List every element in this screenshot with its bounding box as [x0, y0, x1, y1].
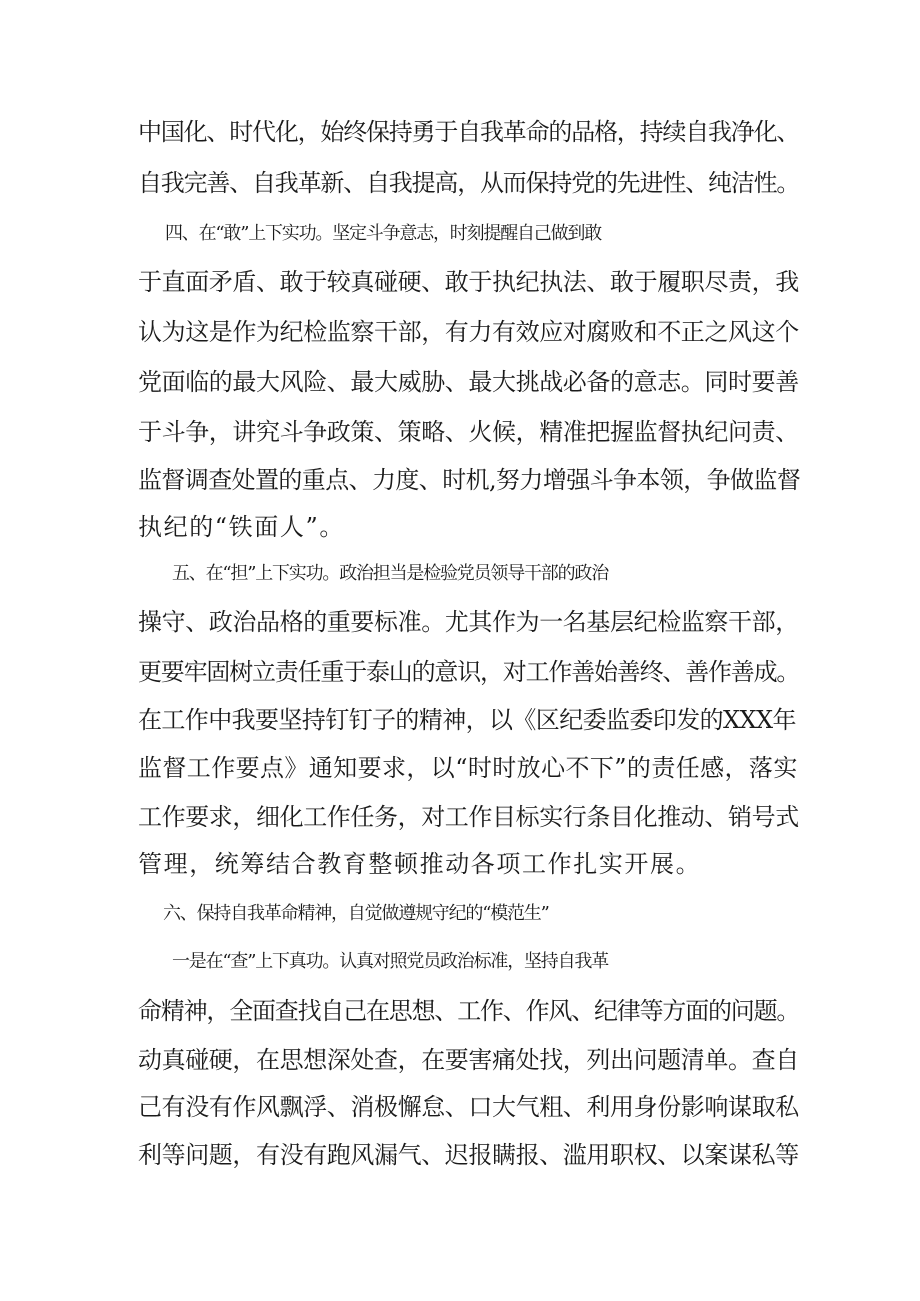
subsection-heading: 一是在“查”上下真功。认真对照党员政治标准，坚持自我革 — [172, 951, 609, 972]
body-text-line: 管理，统筹结合教育整顿推动各项工作扎实开展。 — [138, 850, 702, 878]
section-heading-5: 五、在“担”上下实功。政治担当是检验党员领导干部的政治 — [172, 563, 609, 584]
body-text-line: 己有没有作风飘浮、消极懈怠、口大气粗、利用身份影响谋取私 — [138, 1093, 799, 1121]
body-text-line: 党面临的最大风险、最大威胁、最大挑战必备的意志。同时要善 — [138, 368, 799, 396]
body-text-line: 动真碰硬，在思想深处查，在要害痛处找，列出问题清单。查自 — [138, 1046, 799, 1074]
body-text-line: 利等问题，有没有跑风漏气、迟报瞒报、滥用职权、以案谋私等 — [138, 1141, 799, 1169]
body-text-line: 于直面矛盾、敢于较真碰硬、敢于执纪执法、敢于履职尽责，我 — [138, 268, 799, 296]
body-text-line: 工作要求，细化工作任务，对工作目标实行条目化推动、销号式 — [138, 803, 799, 831]
body-text-line: 中国化、时代化，始终保持勇于自我革命的品格，持续自我净化、 — [138, 118, 800, 146]
body-text-line: 执纪的“铁面人”。 — [138, 513, 345, 541]
body-text-line: 更要牢固树立责任重于泰山的意识，对工作善始善终、善作善成。 — [138, 658, 800, 686]
body-text-line: 在工作中我要坚持钉钉子的精神，以《区纪委监委印发的XXX年 — [138, 706, 796, 734]
body-text-line: 操守、政治品格的重要标准。尤其作为一名基层纪检监察干部， — [138, 608, 799, 636]
body-text-line: 监督调查处置的重点、力度、时机,努力增强斗争本领，争做监督 — [138, 466, 801, 494]
body-text-line: 认为这是作为纪检监察干部，有力有效应对腐败和不正之风这个 — [138, 318, 799, 346]
section-heading-4: 四、在“敢”上下实功。坚定斗争意志，时刻提醒自己做到敢 — [165, 223, 602, 244]
body-text-line: 监督工作要点》通知要求，以“时时放心不下”的责任感，落实 — [138, 754, 798, 782]
section-heading-6: 六、保持自我革命精神，自觉做遵规守纪的“模范生” — [163, 903, 549, 924]
body-text-line: 自我完善、自我革新、自我提高，从而保持党的先进性、纯洁性。 — [138, 169, 800, 197]
body-text-line: 于斗争，讲究斗争政策、策略、火候，精准把握监督执纪问责、 — [138, 418, 799, 446]
body-text-line: 命精神，全面查找自己在思想、工作、作风、纪律等方面的问题。 — [138, 997, 800, 1025]
